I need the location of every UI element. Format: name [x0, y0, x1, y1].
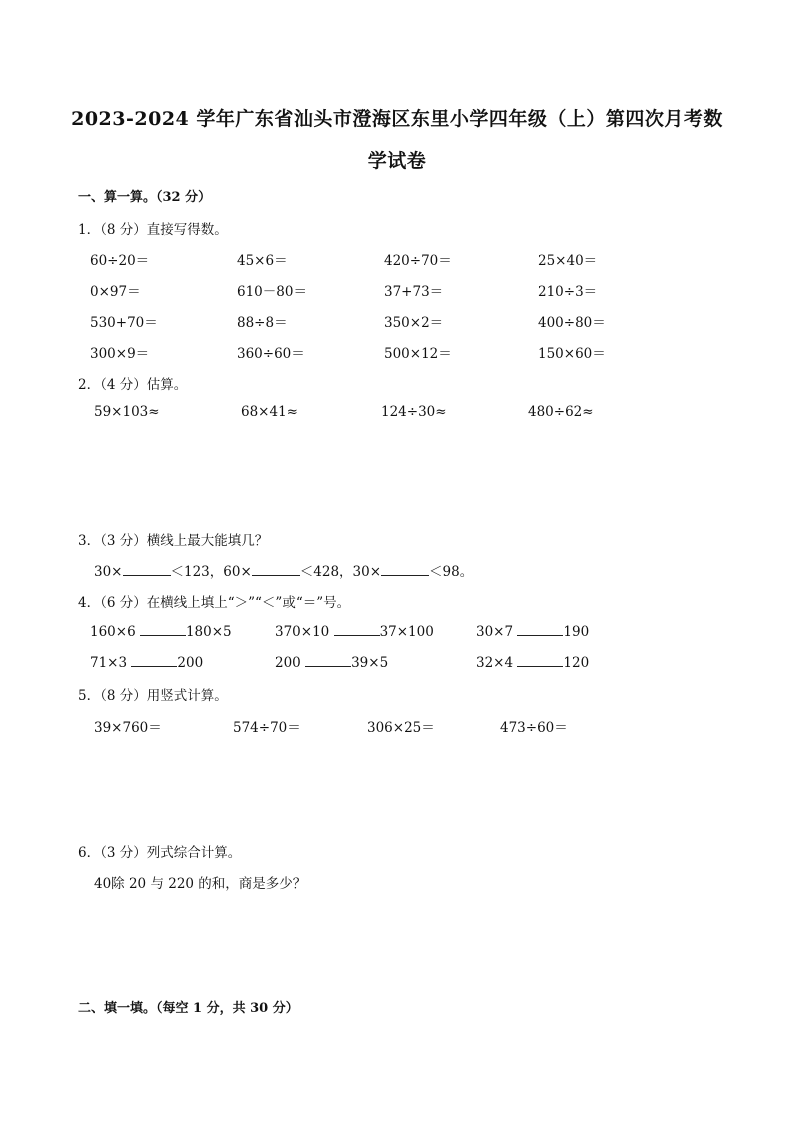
- q1-item: 300×9＝: [90, 346, 150, 362]
- q1-item: 350×2＝: [384, 315, 444, 331]
- q3-row: [0, 560, 794, 580]
- question-6-header: 6．（3 分）列式综合计算。: [78, 845, 242, 861]
- q3-text: ＜98。: [429, 564, 474, 580]
- q3-text: 30×: [94, 564, 123, 580]
- q5-item: 473÷60＝: [500, 720, 568, 736]
- q1-item: 210÷3＝: [538, 284, 598, 300]
- q6-body: 40除 20 与 220 的和，商是多少？: [94, 876, 307, 892]
- q2-item: 68×41≈: [241, 404, 298, 420]
- q4-item: [275, 622, 434, 640]
- page-title-line2: 学试卷: [367, 150, 427, 172]
- q4-left: 32×4: [476, 655, 514, 671]
- q5-row: [0, 716, 794, 736]
- question-2-header: 2．（4 分）估算。: [78, 377, 188, 393]
- answer-blank[interactable]: [123, 562, 171, 576]
- q4-right: 37×100: [379, 624, 434, 640]
- page-title-line1: 2023-2024 学年广东省汕头市澄海区东里小学四年级（上）第四次月考数: [71, 108, 723, 130]
- section-heading-2: 二、填一填。（每空 1 分，共 30 分）: [78, 1001, 299, 1016]
- q4-right: 200: [177, 655, 204, 671]
- question-4-header: 4．（6 分）在横线上填上“＞”“＜”或“＝”号。: [78, 595, 351, 611]
- q4-right: 120: [563, 655, 590, 671]
- answer-blank[interactable]: [517, 622, 563, 636]
- q3-text: ＜123，60×: [170, 564, 252, 580]
- q4-left: 200: [275, 655, 301, 671]
- q1-item: 45×6＝: [237, 253, 288, 269]
- question-3-header: 3．（3 分）横线上最大能填几？: [78, 533, 269, 549]
- q4-item: [90, 622, 232, 640]
- q1-item: 400÷80＝: [538, 315, 606, 331]
- q1-item: 37+73＝: [384, 284, 444, 300]
- q2-item: 124÷30≈: [381, 404, 447, 420]
- q4-left: 160×6: [90, 624, 136, 640]
- answer-blank[interactable]: [381, 562, 429, 576]
- q1-item: 150×60＝: [538, 346, 606, 362]
- q5-item: 306×25＝: [367, 720, 435, 736]
- q1-item: 0×97＝: [90, 284, 141, 300]
- answer-blank[interactable]: [252, 562, 300, 576]
- q4-left: 30×7: [476, 624, 514, 640]
- q1-row: [0, 249, 794, 269]
- q5-item: 574÷70＝: [233, 720, 301, 736]
- q6-row: [0, 872, 794, 892]
- answer-blank[interactable]: [131, 653, 177, 667]
- q1-item: 25×40＝: [538, 253, 598, 269]
- q3-line: [94, 560, 473, 580]
- q1-row: [0, 311, 794, 331]
- q5-item: 39×760＝: [94, 720, 162, 736]
- q4-right: 39×5: [351, 655, 389, 671]
- q4-left: 71×3: [90, 655, 128, 671]
- q2-row: [0, 404, 794, 424]
- answer-blank[interactable]: [140, 622, 186, 636]
- q1-row: [0, 280, 794, 300]
- answer-blank[interactable]: [517, 653, 563, 667]
- q4-row: [0, 622, 794, 642]
- q4-item: [90, 653, 203, 671]
- q3-text: ＜428，30×: [299, 564, 382, 580]
- q1-item: 88÷8＝: [237, 315, 288, 331]
- q1-item: 530+70＝: [90, 315, 158, 331]
- q1-item: 500×12＝: [384, 346, 452, 362]
- q4-left: 370×10: [275, 624, 330, 640]
- q1-item: 610－80＝: [237, 284, 307, 300]
- q4-item: [275, 653, 388, 671]
- q4-row: [0, 653, 794, 673]
- answer-blank[interactable]: [334, 622, 380, 636]
- question-1-header: 1．（8 分）直接写得数。: [78, 222, 228, 238]
- question-5-header: 5．（8 分）用竖式计算。: [78, 688, 228, 704]
- q4-right: 190: [563, 624, 590, 640]
- q4-item: [476, 653, 589, 671]
- q1-item: 360÷60＝: [237, 346, 305, 362]
- q4-item: [476, 622, 589, 640]
- q1-row: [0, 342, 794, 362]
- q2-item: 480÷62≈: [528, 404, 594, 420]
- q1-item: 60÷20＝: [90, 253, 150, 269]
- q4-right: 180×5: [185, 624, 232, 640]
- q2-item: 59×103≈: [94, 404, 160, 420]
- answer-blank[interactable]: [305, 653, 351, 667]
- section-heading-1: 一、算一算。（32 分）: [78, 190, 212, 205]
- q1-item: 420÷70＝: [384, 253, 452, 269]
